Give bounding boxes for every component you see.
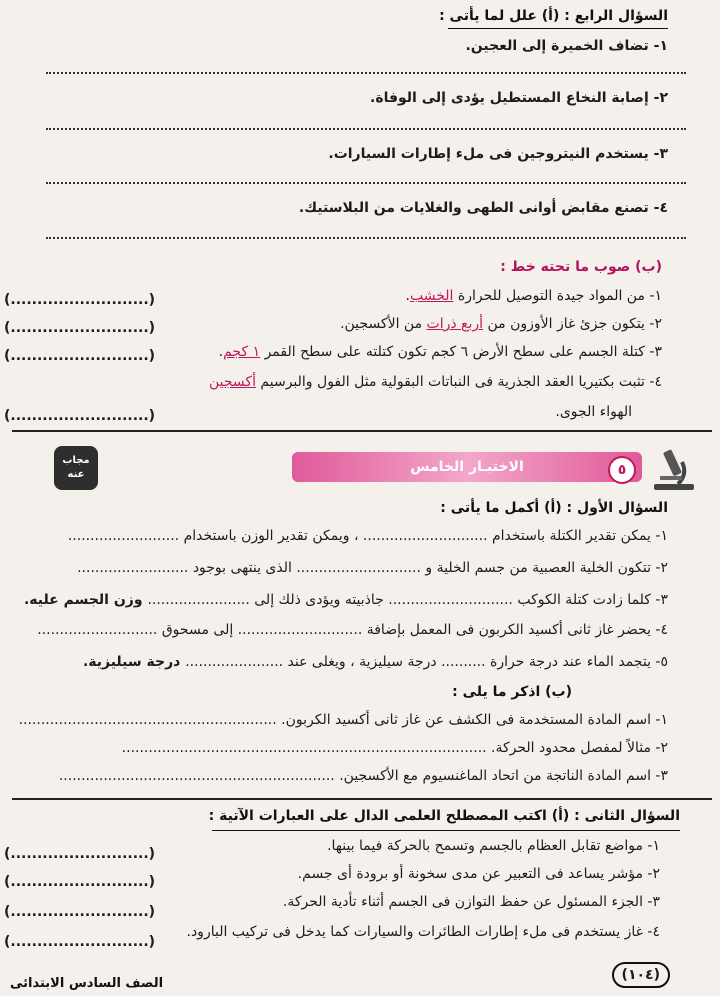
answer-paren[interactable]: (..........................) (4, 408, 156, 424)
e1-item-2: ٢- تتكون الخلية العصبية من جسم الخلية و ............................ الذى ينتهى بوجود ......................... (77, 560, 668, 576)
underlined-term: الخشب (409, 288, 454, 304)
e1b-item-3: ٣- اسم المادة الناتجة من اتحاد الماغنسيوم مع الأكسجين. .............................................................. (58, 768, 668, 784)
e1b-item-2: ٢- مثالاً لمفصل محدود الحركة. .................................................................................. (121, 740, 668, 756)
answer-line[interactable] (46, 237, 686, 239)
q4-item-3: ٣- يستخدم النيتروجين فى ملء إطارات السيارات. (328, 146, 668, 162)
answer-paren[interactable]: (..........................) (4, 348, 156, 364)
e2-item-3: ٣- الجزء المسئول عن حفظ التوازن فى الجسم أثناء تأدية الحركة. (282, 894, 660, 910)
exam-title: الاختبـار الخامس (410, 459, 524, 475)
e2-item-2: ٢- مؤشر يساعد فى التعبير عن مدى سخونة أو برودة أى جسم. (297, 866, 660, 882)
q4b-item-2: ٢- يتكون جزئ غاز الأوزون من أربع ذرات من الأكسجين. (340, 316, 662, 332)
answer-paren[interactable]: (..........................) (4, 874, 156, 890)
answer-line[interactable] (46, 182, 686, 184)
e1-item-4: ٤- يحضر غاز ثانى أكسيد الكربون فى المعمل بإضافة ............................ إلى مسحوق ........................... (37, 622, 668, 638)
exam-title-banner (292, 452, 642, 482)
e1-item-3: ٣- كلما زادت كتلة الكوكب ............................ جاذبيته ويؤدى ذلك إلى ....................... وزن الجسم عليه. (23, 592, 668, 608)
e1-item-5: ٥- يتجمد الماء عند درجة حرارة .......... درجة سيليزية ، ويغلى عند ...................... درجة سيليزية. (82, 654, 668, 670)
q4b-item-3: ٣- كتلة الجسم على سطح الأرض ٦ كجم تكون كتلته على سطح القمر ١ كجم. (218, 344, 662, 360)
e1b-title: (ب) اذكر ما يلى : (452, 684, 572, 700)
footer-grade: الصف السادس الابتدائى (10, 976, 164, 991)
underlined-term: ١ كجم (223, 344, 261, 360)
e2-title-underline (212, 830, 680, 831)
q4-item-1: ١- تضاف الخميرة إلى العجين. (465, 38, 668, 54)
section-divider (12, 798, 712, 800)
e1b-item-1: ١- اسم المادة المستخدمة فى الكشف عن غاز ثانى أكسيد الكربون. .......................................................... (18, 712, 668, 728)
q4b-item-4-line2: الهواء الجوى. (555, 404, 632, 420)
microscope-icon (648, 444, 700, 494)
q4-item-4: ٤- تصنع مقابض أوانى الطهى والغلايات من البلاستيك. (298, 200, 668, 216)
answer-paren[interactable]: (..........................) (4, 292, 156, 308)
e2-item-1: ١- مواضع تقابل العظام بالجسم وتسمح بالحركة فيما بينها. (327, 838, 660, 854)
q4-title-text: السؤال الرابع : (أ) علل لما يأتى : (439, 8, 668, 24)
q4b-title: (ب) صوب ما تحته خط : (500, 259, 662, 275)
e2-item-4: ٤- غاز يستخدم فى ملء إطارات الطائرات والسيارات كما يدخل فى تركيب البارود. (186, 924, 660, 940)
e1-title: السؤال الأول : (أ) أكمل ما يأتى : (440, 500, 668, 516)
answer-paren[interactable]: (..........................) (4, 934, 156, 950)
page-number: (١٠٤) (612, 962, 670, 988)
section-divider (12, 430, 712, 432)
q4b-item-4: ٤- تثبت بكتيريا العقد الجذرية فى النباتات البقولية مثل الفول والبرسيم أكسجين (209, 374, 662, 390)
q4-title (439, 8, 668, 24)
answer-line[interactable] (46, 128, 686, 130)
answered-stamp: مجاب عنه (54, 446, 98, 490)
exam-header (60, 444, 700, 496)
exam-number-badge: ٥ (608, 456, 636, 484)
q4-title-underline (448, 28, 668, 29)
answer-paren[interactable]: (..........................) (4, 320, 156, 336)
q4-item-2: ٢- إصابة النخاع المستطيل يؤدى إلى الوفاة. (370, 90, 668, 106)
answer-line[interactable] (46, 72, 686, 74)
answer-paren[interactable]: (..........................) (4, 846, 156, 862)
e2-title: السؤال الثانى : (أ) اكتب المصطلح العلمى الدال على العبارات الآتية : (208, 808, 680, 824)
q4b-item-1: ١- من المواد جيدة التوصيل للحرارة الخشب. (405, 288, 662, 304)
answer-paren[interactable]: (..........................) (4, 904, 156, 920)
underlined-term: أكسجين (209, 374, 256, 390)
underlined-term: أربع ذرات (426, 316, 484, 332)
e1-item-1: ١- يمكن تقدير الكتلة باستخدام ............................ ، ويمكن تقدير الوزن باستخدام ......................... (67, 528, 668, 544)
